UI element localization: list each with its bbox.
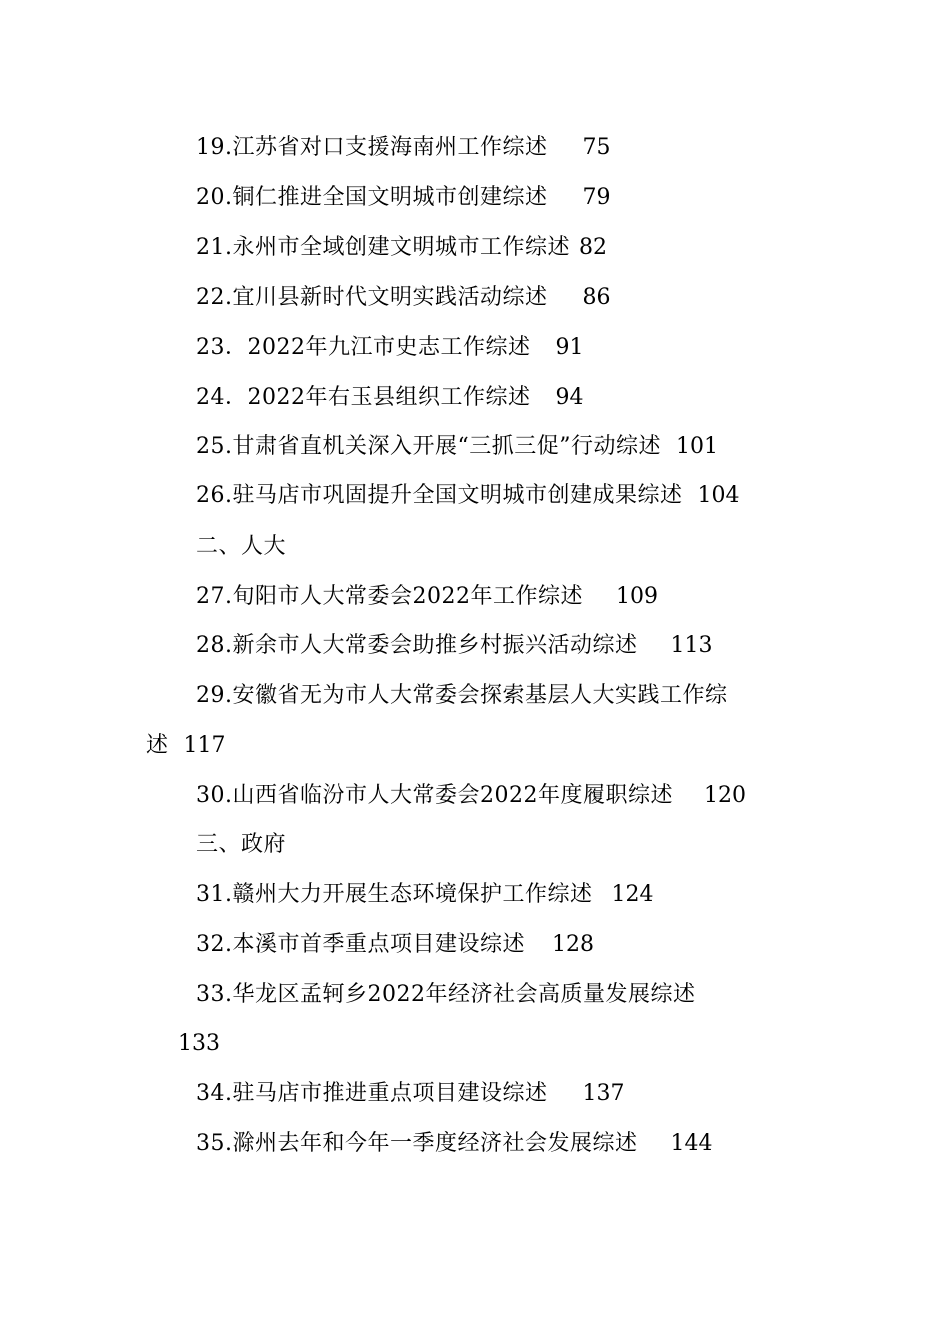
toc-entry[interactable]: [196, 631, 713, 661]
toc-entry-page: 133: [178, 1031, 220, 1056]
toc-entry[interactable]: [196, 283, 611, 313]
toc-entry-continuation[interactable]: [146, 731, 226, 761]
toc-entry-title: 34.驻马店市推进重点项目建设综述: [196, 1081, 548, 1106]
toc-entry-page: 101: [675, 434, 718, 459]
toc-entry-title: 28.新余市人大常委会助推乡村振兴活动综述: [196, 633, 638, 658]
toc-entry-title: 32.本溪市首季重点项目建设综述: [196, 932, 525, 957]
toc-entry-page: 109: [615, 584, 658, 609]
toc-entry-page: 91: [555, 335, 584, 360]
section-heading-npc: [196, 532, 286, 562]
toc-entry-title-continued: 述: [146, 733, 169, 758]
toc-entry-page: 104: [697, 483, 740, 508]
toc-entry-title: 31.赣州大力开展生态环境保护工作综述: [196, 882, 593, 907]
toc-entry[interactable]: [196, 930, 594, 960]
toc-entry[interactable]: [196, 432, 718, 462]
section-heading-text: 三、政府: [196, 832, 287, 857]
toc-entry[interactable]: [196, 681, 728, 711]
toc-entry[interactable]: [196, 980, 695, 1010]
toc-entry-page: 124: [611, 882, 654, 907]
toc-entry[interactable]: [196, 333, 583, 363]
toc-entry[interactable]: [196, 1129, 713, 1159]
toc-entry[interactable]: [196, 183, 611, 213]
toc-entry-page: 144: [670, 1131, 713, 1156]
toc-entry-page: 94: [555, 385, 584, 410]
toc-entry-title: 26.驻马店市巩固提升全国文明城市创建成果综述: [196, 483, 683, 508]
toc-entry-title: 35.滁州去年和今年一季度经济社会发展综述: [196, 1131, 638, 1156]
toc-entry-page: 86: [582, 285, 611, 310]
toc-entry[interactable]: [196, 582, 658, 612]
toc-entry-page: 117: [183, 733, 226, 758]
toc-entry[interactable]: [196, 233, 607, 263]
toc-entry-title: 33.华龙区孟轲乡2022年经济社会高质量发展综述: [196, 982, 696, 1007]
toc-entry[interactable]: [196, 383, 583, 413]
toc-entry-title: 29.安徽省无为市人大常委会探索基层人大实践工作综: [196, 683, 728, 708]
section-heading-government: [196, 830, 286, 860]
toc-entry-page: 120: [703, 783, 746, 808]
toc-entry-title: 22.宜川县新时代文明实践活动综述: [196, 285, 548, 310]
toc-entry[interactable]: [196, 880, 654, 910]
toc-entry-page: 128: [552, 932, 594, 957]
toc-entry[interactable]: [196, 481, 740, 511]
toc-entry-page: 137: [582, 1081, 625, 1106]
toc-entry-page: 82: [579, 235, 607, 260]
section-heading-text: 二、人大: [196, 534, 287, 559]
toc-entry[interactable]: [196, 781, 746, 811]
toc-entry-title: 25.甘肃省直机关深入开展“三抓三促”行动综述: [196, 434, 661, 459]
toc-entry-page: 113: [670, 633, 713, 658]
toc-entry-title: 19.江苏省对口支援海南州工作综述: [196, 135, 548, 160]
toc-entry-title: 21.永州市全域创建文明城市工作综述: [196, 235, 570, 260]
toc-entry[interactable]: [196, 1079, 625, 1109]
toc-entry-title: 27.旬阳市人大常委会2022年工作综述: [196, 584, 583, 609]
toc-entry-page: 79: [582, 185, 611, 210]
toc-entry-page: 75: [582, 135, 611, 160]
toc-entry-continuation[interactable]: [178, 1029, 220, 1059]
toc-entry[interactable]: [196, 133, 611, 163]
toc-entry-title: 20.铜仁推进全国文明城市创建综述: [196, 185, 548, 210]
toc-entry-title: 23．2022年九江市史志工作综述: [196, 335, 531, 360]
toc-entry-title: 30.山西省临汾市人大常委会2022年度履职综述: [196, 783, 673, 808]
toc-entry-title: 24．2022年右玉县组织工作综述: [196, 385, 531, 410]
